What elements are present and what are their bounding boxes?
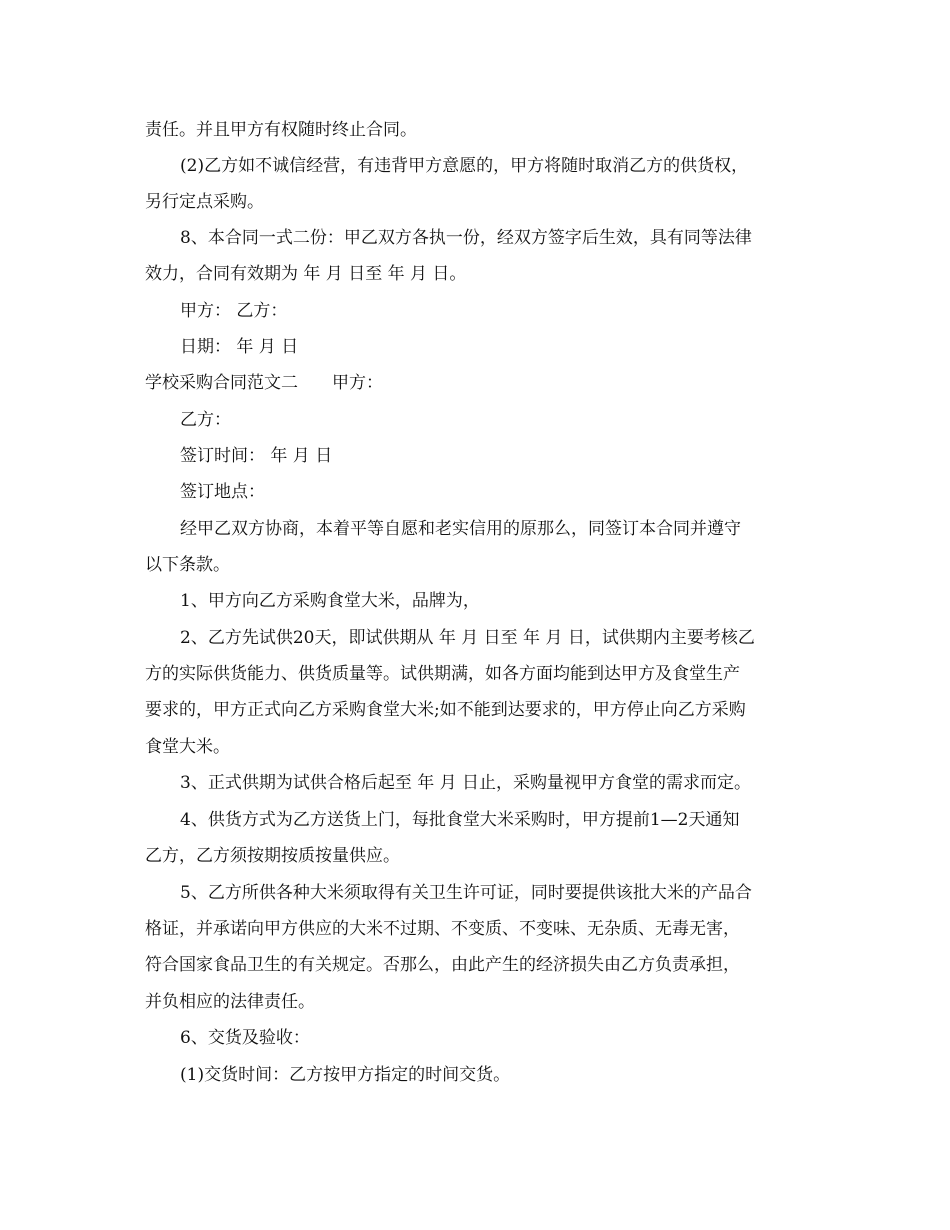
text-line: 经甲乙双方协商，本着平等自愿和老实信用的原那么，同签订本合同并遵守	[180, 519, 741, 539]
text-line: 效力，合同有效期为 年 月 日至 年 月 日。	[145, 264, 467, 284]
text-line: 5、乙方所供各种大米须取得有关卫生许可证，同时要提供该批大米的产品合	[180, 883, 752, 903]
text-line: 另行定点采购。	[145, 192, 264, 212]
text-line: (1)交货时间：乙方按甲方指定的时间交货。	[180, 1065, 511, 1085]
text-line: (2)乙方如不诚信经营，有违背甲方意愿的，甲方将随时取消乙方的供货权，	[180, 156, 749, 176]
text-line: 方的实际供货能力、供货质量等。试供期满，如各方面均能到达甲方及食堂生产	[145, 664, 740, 684]
text-line: 乙方：	[180, 410, 231, 430]
text-line: 2、乙方先试供20天，即试供期从 年 月 日至 年 月 日，试供期内主要考核乙	[180, 628, 755, 648]
text-line: 甲方： 乙方：	[180, 301, 288, 321]
text-line: 格证，并承诺向甲方供应的大米不过期、不变质、不变味、无杂质、无毒无害，	[145, 919, 740, 939]
text-line: 并负相应的法律责任。	[145, 992, 315, 1012]
section-title: 学校采购合同范文二 甲方：	[145, 373, 383, 393]
text-line: 日期： 年 月 日	[180, 337, 299, 357]
text-line: 责任。并且甲方有权随时终止合同。	[145, 120, 417, 140]
text-line: 签订时间： 年 月 日	[180, 446, 333, 466]
text-line: 4、供货方式为乙方送货上门，每批食堂大米采购时，甲方提前1—2天通知	[180, 810, 740, 830]
text-line: 以下条款。	[145, 555, 230, 575]
text-line: 6、交货及验收：	[180, 1028, 310, 1048]
text-line: 1、甲方向乙方采购食堂大米，品牌为，	[180, 591, 480, 611]
text-line: 签订地点：	[180, 482, 265, 502]
text-line: 符合国家食品卫生的有关规定。否那么，由此产生的经济损失由乙方负责承担，	[145, 955, 740, 975]
text-line: 3、正式供期为试供合格后起至 年 月 日止，采购量视甲方食堂的需求而定。	[180, 773, 752, 793]
text-line: 8、本合同一式二份：甲乙双方各执一份，经双方签字后生效，具有同等法律	[180, 228, 752, 248]
text-line: 要求的，甲方正式向乙方采购食堂大米;如不能到达要求的，甲方停止向乙方采购	[145, 700, 746, 720]
text-line: 乙方，乙方须按期按质按量供应。	[145, 846, 400, 866]
text-line: 食堂大米。	[145, 737, 230, 757]
